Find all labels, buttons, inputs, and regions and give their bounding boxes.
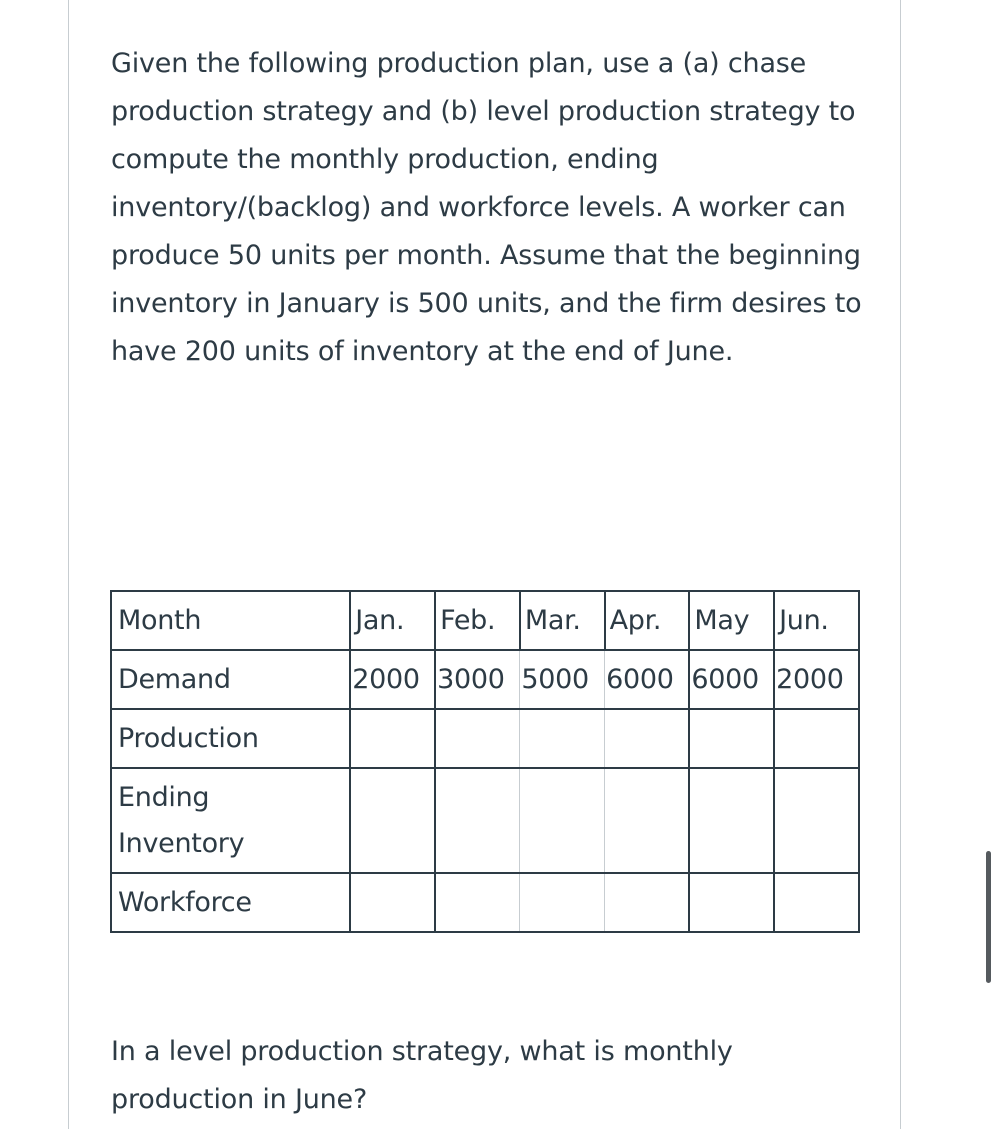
panel-right-border — [900, 0, 901, 1129]
production-feb-cell[interactable] — [435, 709, 520, 768]
followup-question-line1: In a level production strategy, what is monthly — [111, 1036, 733, 1067]
month-may: May — [689, 591, 774, 650]
production-apr-cell[interactable] — [605, 709, 690, 768]
workforce-apr-cell[interactable] — [605, 873, 690, 932]
demand-row — [111, 650, 859, 709]
ending-inventory-jan-cell[interactable] — [350, 768, 435, 873]
workforce-mar-cell[interactable] — [520, 873, 605, 932]
month-apr: Apr. — [605, 591, 690, 650]
demand-mar: 5000 — [520, 650, 605, 709]
demand-may: 6000 — [689, 650, 774, 709]
scrollbar-thumb[interactable] — [986, 851, 991, 983]
month-label: Month — [111, 591, 350, 650]
question-text: Given the following production plan, use a (a) chase production strategy and (b) level production strategy to compute the monthly production, ending inventory/(backlog) and workforce levels. A worker can produce 50 units per month. Assume that the beginning inventory in January is 500 units, and the firm desires to have 200 units of inventory at the end of June. — [111, 48, 862, 367]
ending-inventory-apr-cell[interactable] — [605, 768, 690, 873]
demand-jun: 2000 — [774, 650, 859, 709]
workforce-may-cell[interactable] — [689, 873, 774, 932]
month-feb: Feb. — [435, 591, 520, 650]
month-row — [111, 591, 859, 650]
production-jun-cell[interactable] — [774, 709, 859, 768]
production-label: Production — [111, 709, 350, 768]
month-jun: Jun. — [774, 591, 859, 650]
ending-inventory-row — [111, 768, 859, 873]
ending-inventory-label-line2: Inventory — [118, 827, 245, 859]
demand-jan: 2000 — [350, 650, 435, 709]
demand-feb: 3000 — [435, 650, 520, 709]
month-mar: Mar. — [520, 591, 605, 650]
month-jan: Jan. — [350, 591, 435, 650]
ending-inventory-label-line1: Ending — [118, 781, 210, 813]
ending-inventory-may-cell[interactable] — [689, 768, 774, 873]
demand-apr: 6000 — [605, 650, 690, 709]
panel-left-border — [68, 0, 69, 1129]
production-plan-table — [110, 590, 860, 933]
ending-inventory-feb-cell[interactable] — [435, 768, 520, 873]
workforce-jan-cell[interactable] — [350, 873, 435, 932]
production-mar-cell[interactable] — [520, 709, 605, 768]
production-row — [111, 709, 859, 768]
followup-question-line2: production in June? — [111, 1084, 368, 1115]
workforce-jun-cell[interactable] — [774, 873, 859, 932]
production-may-cell[interactable] — [689, 709, 774, 768]
followup-question — [111, 1028, 871, 1124]
ending-inventory-mar-cell[interactable] — [520, 768, 605, 873]
production-jan-cell[interactable] — [350, 709, 435, 768]
demand-label: Demand — [111, 650, 350, 709]
workforce-row — [111, 873, 859, 932]
ending-inventory-label — [111, 768, 350, 873]
workforce-feb-cell[interactable] — [435, 873, 520, 932]
ending-inventory-jun-cell[interactable] — [774, 768, 859, 873]
workforce-label: Workforce — [111, 873, 350, 932]
